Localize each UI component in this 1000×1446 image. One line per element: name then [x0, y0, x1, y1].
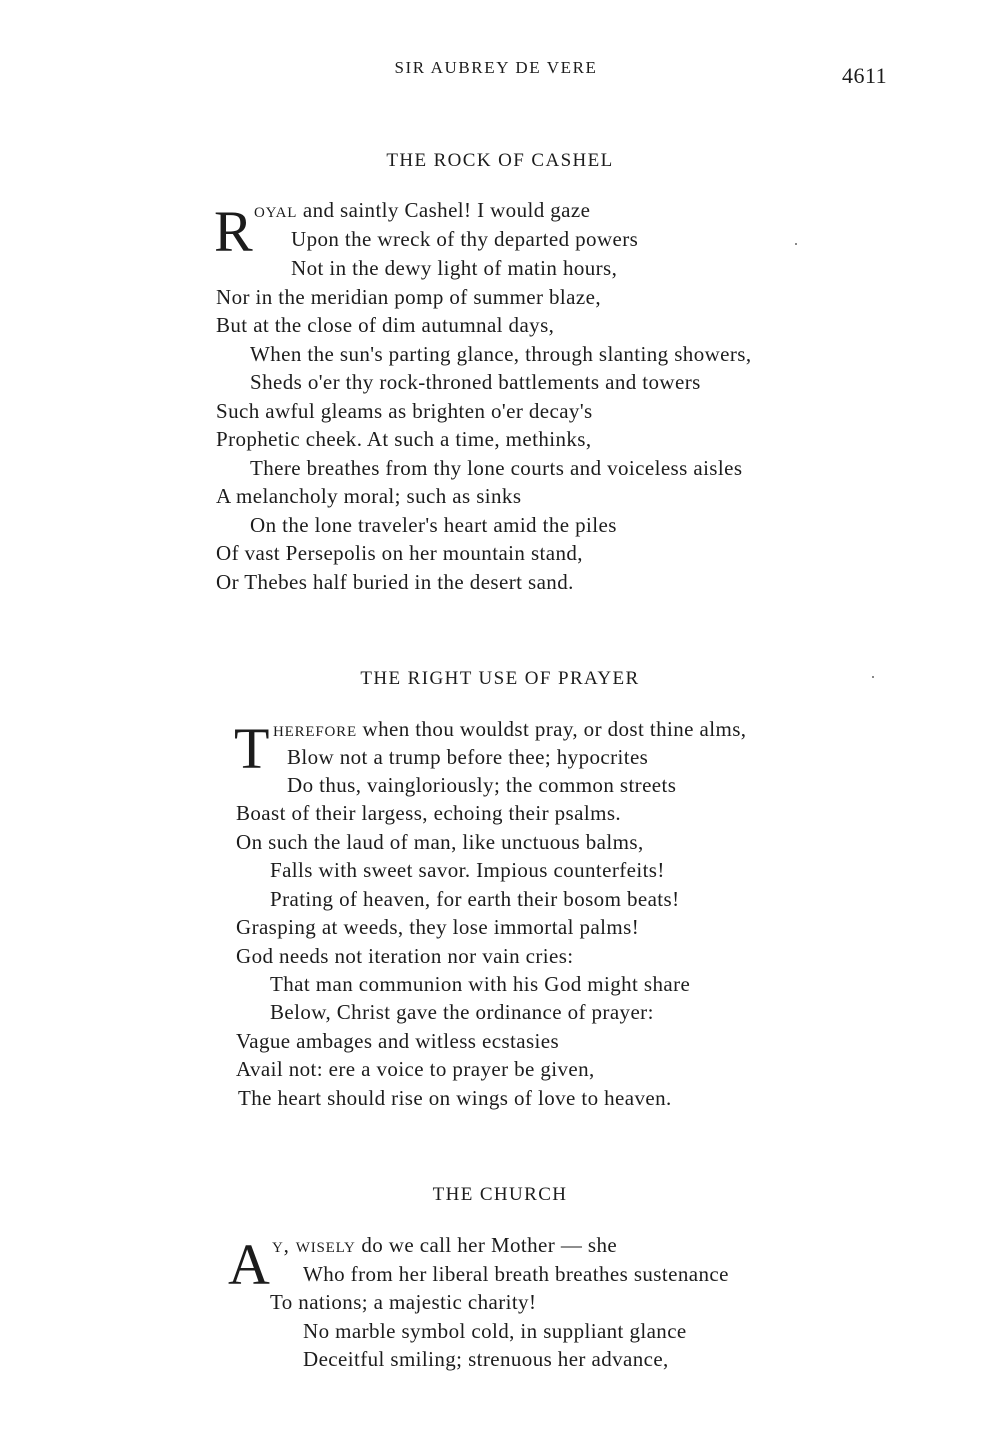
poem-line: Prating of heaven, for earth their bosom beats!: [270, 887, 680, 911]
poem-line: Or Thebes half buried in the desert sand.: [216, 570, 574, 594]
poem-line: Of vast Persepolis on her mountain stand,: [216, 541, 583, 565]
poem-line: Below, Christ gave the ordinance of prayer:: [270, 1000, 654, 1024]
poem-line: On the lone traveler's heart amid the piles: [250, 513, 617, 537]
poem-line: The heart should rise on wings of love to heaven.: [238, 1086, 672, 1110]
poem-line: Blow not a trump before thee; hypocrites: [287, 745, 649, 769]
poem-line: Grasping at weeds, they lose immortal palms!: [236, 915, 640, 939]
poem-line: Deceitful smiling; strenuous her advance,: [303, 1347, 669, 1371]
poem-line: Boast of their largess, echoing their psalms.: [236, 801, 622, 825]
drop-cap: R: [214, 199, 253, 264]
poem-line: Such awful gleams as brighten o'er decay's: [216, 399, 593, 423]
poem-line: y, wisely do we call her Mother — she: [272, 1233, 618, 1257]
poem-line: Sheds o'er thy rock-throned battlements and towers: [250, 370, 701, 394]
poem-line: Prophetic cheek. At such a time, methinks,: [216, 427, 592, 451]
poem-line: Falls with sweet savor. Impious counterfeits!: [270, 858, 665, 882]
poem-line: herefore when thou wouldst pray, or dost thine alms,: [273, 717, 747, 741]
drop-cap: T: [234, 716, 270, 781]
poem-line: Not in the dewy light of matin hours,: [291, 256, 618, 280]
poem-line: Upon the wreck of thy departed powers: [291, 227, 639, 251]
poem-line: Do thus, vaingloriously; the common streets: [287, 773, 677, 797]
drop-cap: A: [228, 1232, 270, 1297]
poem-line: Vague ambages and witless ecstasies: [236, 1029, 560, 1053]
poem-line: But at the close of dim autumnal days,: [216, 313, 555, 337]
poem-line: A melancholy moral; such as sinks: [216, 484, 522, 508]
poem-line: When the sun's parting glance, through slanting showers,: [250, 342, 752, 366]
poem-title-right-use-of-prayer: THE RIGHT USE OF PRAYER: [360, 668, 640, 689]
poem-line: Avail not: ere a voice to prayer be given,: [236, 1057, 595, 1081]
poem-line: oyal and saintly Cashel! I would gaze: [254, 198, 591, 222]
poem-line: There breathes from thy lone courts and voiceless aisles: [250, 456, 743, 480]
running-head: SIR AUBREY DE VERE: [394, 58, 598, 77]
poem-title-the-church: THE CHURCH: [432, 1184, 568, 1205]
poem-line: God needs not iteration nor vain cries:: [236, 944, 574, 968]
lead-word: herefore: [273, 717, 357, 741]
poem-line: Who from her liberal breath breathes sustenance: [303, 1262, 729, 1286]
page-number: 4611: [842, 63, 888, 88]
poem-line: No marble symbol cold, in suppliant glance: [303, 1319, 687, 1343]
lead-word: oyal: [254, 198, 298, 222]
poem-line: On such the laud of man, like unctuous balms,: [236, 830, 644, 854]
poem-title-rock-of-cashel: THE ROCK OF CASHEL: [386, 150, 614, 171]
poem-line: Nor in the meridian pomp of summer blaze,: [216, 285, 601, 309]
poem-line: That man communion with his God might share: [270, 972, 691, 996]
lead-word: y, wisely: [272, 1233, 356, 1257]
poem-line: To nations; a majestic charity!: [270, 1290, 537, 1314]
print-speck: [795, 243, 797, 245]
print-speck: [872, 676, 874, 678]
